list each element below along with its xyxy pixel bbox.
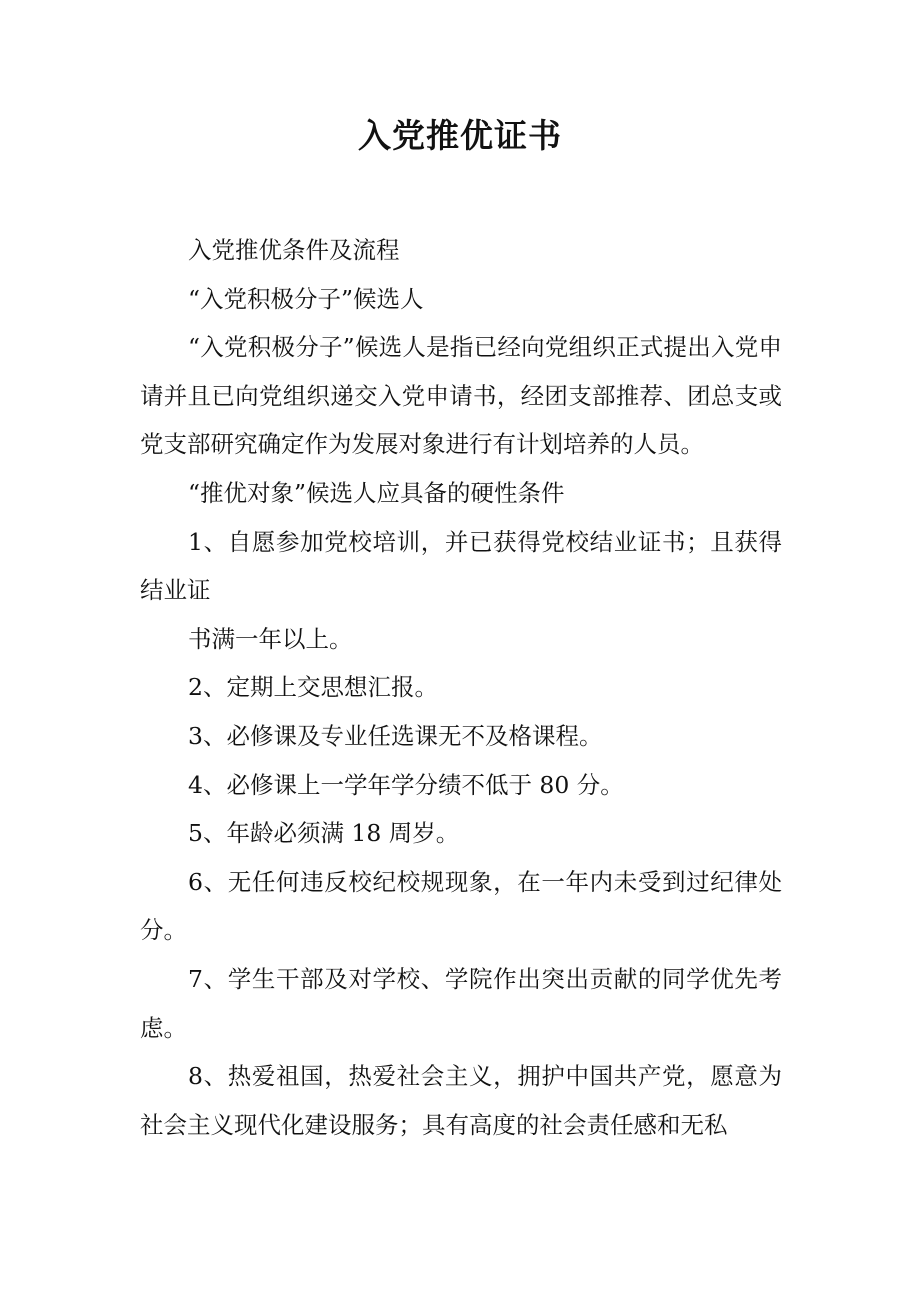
paragraph-section-heading: 入党推优条件及流程	[188, 236, 400, 264]
paragraph-item-1-continued: 书满一年以上。	[188, 624, 353, 653]
paragraph-item-7: 7、学生干部及对学校、学院作出突出贡献的同学优先考虑。	[140, 964, 782, 1042]
paragraph-item-6: 6、无任何违反校纪校规现象，在一年内未受到过纪律处分。	[140, 867, 782, 945]
document-body	[140, 226, 782, 1149]
document-title: 入党推优证书	[358, 116, 562, 155]
paragraph-item-3: 3、必修课及专业任选课无不及格课程。	[188, 721, 603, 750]
paragraph-item-1: 1、自愿参加党校培训，并已获得党校结业证书；且获得结业证	[140, 527, 782, 605]
paragraph-item-8: 8、热爱祖国，热爱社会主义，拥护中国共产党，愿意为社会主义现代化建设服务；具有高度的社会责任感和无私	[140, 1062, 782, 1139]
paragraph-requirements-heading: “推优对象”候选人应具备的硬性条件	[188, 478, 565, 507]
paragraph-candidate-definition: “入党积极分子”候选人是指已经向党组织正式提出入党申请并且已向党组织递交入党申请书，经团支部推荐、团总支或党支部研究确定作为发展对象进行有计划培养的人员。	[140, 333, 782, 459]
paragraph-candidate-heading: “入党积极分子”候选人	[188, 284, 424, 313]
paragraph-item-2: 2、定期上交思想汇报。	[188, 673, 438, 702]
paragraph-item-4: 4、必修课上一学年学分绩不低于 80 分。	[188, 770, 624, 799]
paragraph-item-5: 5、年龄必须满 18 周岁。	[188, 819, 460, 848]
